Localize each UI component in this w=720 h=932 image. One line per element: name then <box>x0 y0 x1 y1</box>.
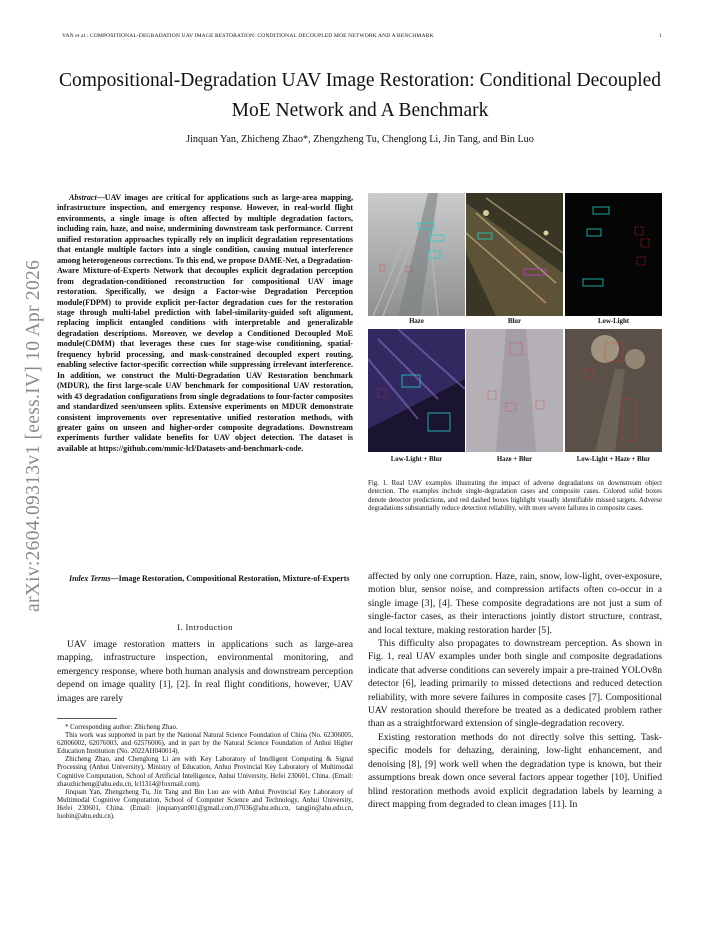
figure-panel-low-light-haze-blur <box>565 329 662 452</box>
panel-label-low-light: Low-Light <box>598 318 629 325</box>
right-column-text <box>368 570 662 811</box>
index-terms-label: Index Terms <box>69 574 111 583</box>
footnote-affiliation-2: Jinquan Yan, Zhengzheng Tu, Jin Tang and Bin Luo are with Anhui Provincial Key Laboratory of Multimodal Cognitive Computation, School of Computer Science and Technology, Anhui University, Hefei 230601, China. (Email: jinquanyan001@gmail.com,07036@ahu.edu.cn, tangjin@ahu.edu.cn, luobin@ahu.edu.cn). <box>57 788 353 821</box>
paragraph-downstream: This difficulty also propagates to downstream perception. As shown in Fig. 1, real UAV examples under both single and composite degradations indicate that adverse conditions can severely impair a pre-trained YOLOv8n detector [6], leading primarily to missed detections and reduced detection reliability, with more severe failures in composite cases [7]. Compositional UAV restoration should therefore be treated as a dedicated problem rather than as a straightforward extension of single-degradation recovery. <box>368 638 662 730</box>
abstract-text: —UAV images are critical for applications such as large-area mapping, infrastructure inspection, and emergency response. However, in real-world flight environments, a single image is often affected by multiple degradation factors, including rain, haze, and noise, undermining downstream task performance. Current unified restoration approaches typically rely on implicit degradation representations that entangle multiple factors into a single condition, causing mutual interference among heterogeneous corrections. To this end, we propose DAME-Net, a Degradation-Aware Mixture-of-Experts Network that decouples explicit degradation perception from degradation-conditioned reconstruction for compositional UAV image restoration. Specifically, we design a Factor-wise Degradation Perception module(FDPM) to provide explicit per-factor degradation cues for the restoration stage through multi-label prediction with label-similarity-guided soft alignment, replacing implicit entangled conditions with interpretable and generalizable degradation descriptions. Moreover, we develop a Conditioned Decoupled MoE module(CDMM) that leverages these cues for stage-wise conditioning, spatial-frequency hybrid processing, and mask-constrained decoupled expert routing, enabling selective factor-specific correction while suppressing irrelevant interference. In addition, we construct the Multi-Degradation UAV Restoration benchmark (MDUR), the first large-scale UAV benchmark for compositional UAV restoration, with 43 degradation configurations from single degradations to four-factor composites and standardized seen/unseen splits. Extensive experiments on MDUR demonstrate consistent improvements over representative unified restoration methods, with greater gains on unseen and higher-order composite degradations. Downstream experiments further validate benefits for UAV object detection. The dataset is available at https://github.com/mmic-lcl/Datasets-and-benchmark-code. <box>57 193 353 453</box>
abstract <box>57 193 353 454</box>
section-heading: I. Introduction <box>177 622 233 632</box>
footnote-funding: This work was supported in part by the National Natural Science Foundation of China (No. 62306005, 62006002, 62076003, and 62576006), and in part by the Natural Science Foundation of Anhui Higher Education Institution (No. 2022AH040014). <box>57 732 353 756</box>
footnote-affiliation-1: Zhicheng Zhao, and Chenglong Li are with Key Laboratory of Intelligent Computing & Signal Processing (Anhui University), Ministry of Education, Anhui Provincial Key Laboratory of Multimodal Cognitive Computation, School of Artificial Intelligence, Anhui University, Hefei 230601, China. (Email: zhaozhicheng@ahu.edu.cn, lcl1314@foxmail.com). <box>57 756 353 788</box>
panel-label-low-light-blur: Low-Light + Blur <box>390 456 443 463</box>
intro-paragraph: UAV image restoration matters in applications such as large-area mapping, infrastructure inspection, environmental monitoring, and emergency response, where both human analysis and downstream perception depend on image quality [1], [2]. In real flight conditions, however, UAV images are rarely <box>57 639 353 704</box>
panel-label-haze: Haze <box>409 318 424 325</box>
blur-photo <box>466 193 563 316</box>
footnote-rule <box>57 718 117 719</box>
figure-panel-haze <box>368 193 465 316</box>
low-light-photo <box>565 193 662 316</box>
running-head <box>62 33 662 39</box>
figure-panel-haze-blur <box>466 329 563 452</box>
panel-label-haze-blur: Haze + Blur <box>496 456 533 463</box>
author-list: Jinquan Yan, Zhicheng Zhao*, Zhengzheng Tu, Chenglong Li, Jin Tang, and Bin Luo <box>186 134 534 145</box>
low-light-haze-blur-photo <box>565 329 662 452</box>
figure-panel-low-light-blur <box>368 329 465 452</box>
figure-caption: Fig. 1. Real UAV examples illustrating the impact of adverse degradations on downstream object detection. The examples include single-degradation cases and composite cases. Colored solid boxes denote detector predictions, and red dashed boxes highlight visually identifiable missed targets. Adverse degradations substantially reduce detection reliability, with more severe failures in composite cases. <box>368 480 662 512</box>
footnote-corresponding: * Corresponding author: Zhicheng Zhao. <box>65 724 178 731</box>
running-title: YAN et al.: COMPOSITIONAL-DEGRADATION UAV IMAGE RESTORATION: CONDITIONAL DECOUPLED MOE NETWORK AND A BENCHMARK <box>62 33 434 39</box>
haze-photo <box>368 193 465 316</box>
paragraph-existing-methods: Existing restoration methods do not directly solve this setting. Task-specific models for dehazing, deraining, low-light enhancement, and denoising [8], [9] work well when the degradation type is known, but their assumptions break down once several factors appear together [10]. Unified blind restoration methods avoid explicit degradation labels by learning a direct mapping from degraded to clean images [11]. In <box>368 731 662 810</box>
figure-panel-low-light <box>565 193 662 316</box>
index-terms <box>57 574 353 584</box>
paragraph-continuation: affected by only one corruption. Haze, rain, snow, low-light, over-exposure, motion blur, sensor noise, and compression artifacts often co-occur in a single image [3], [4]. These composite degradations are not just a sum of single-factor cases, as their interactions jointly distort structure, contrast, and local texture, making restoration harder [5]. <box>368 571 662 636</box>
page-number: 1 <box>659 33 662 39</box>
abstract-label: Abstract <box>69 193 97 202</box>
figure-panel-blur <box>466 193 563 316</box>
footnotes <box>57 724 353 821</box>
low-light-blur-photo <box>368 329 465 452</box>
panel-label-blur: Blur <box>507 318 522 325</box>
arxiv-stamp-text: arXiv:2604.09313v1 [eess.IV] 10 Apr 2026 <box>23 259 44 612</box>
panel-label-low-light-haze-blur: Low-Light + Haze + Blur <box>576 456 651 463</box>
paper-title: Compositional-Degradation UAV Image Restoration: Conditional Decoupled MoE Network and A Benchmark <box>58 70 662 121</box>
index-terms-text: —Image Restoration, Compositional Restoration, Mixture-of-Experts <box>110 574 350 583</box>
haze-blur-photo <box>466 329 563 452</box>
